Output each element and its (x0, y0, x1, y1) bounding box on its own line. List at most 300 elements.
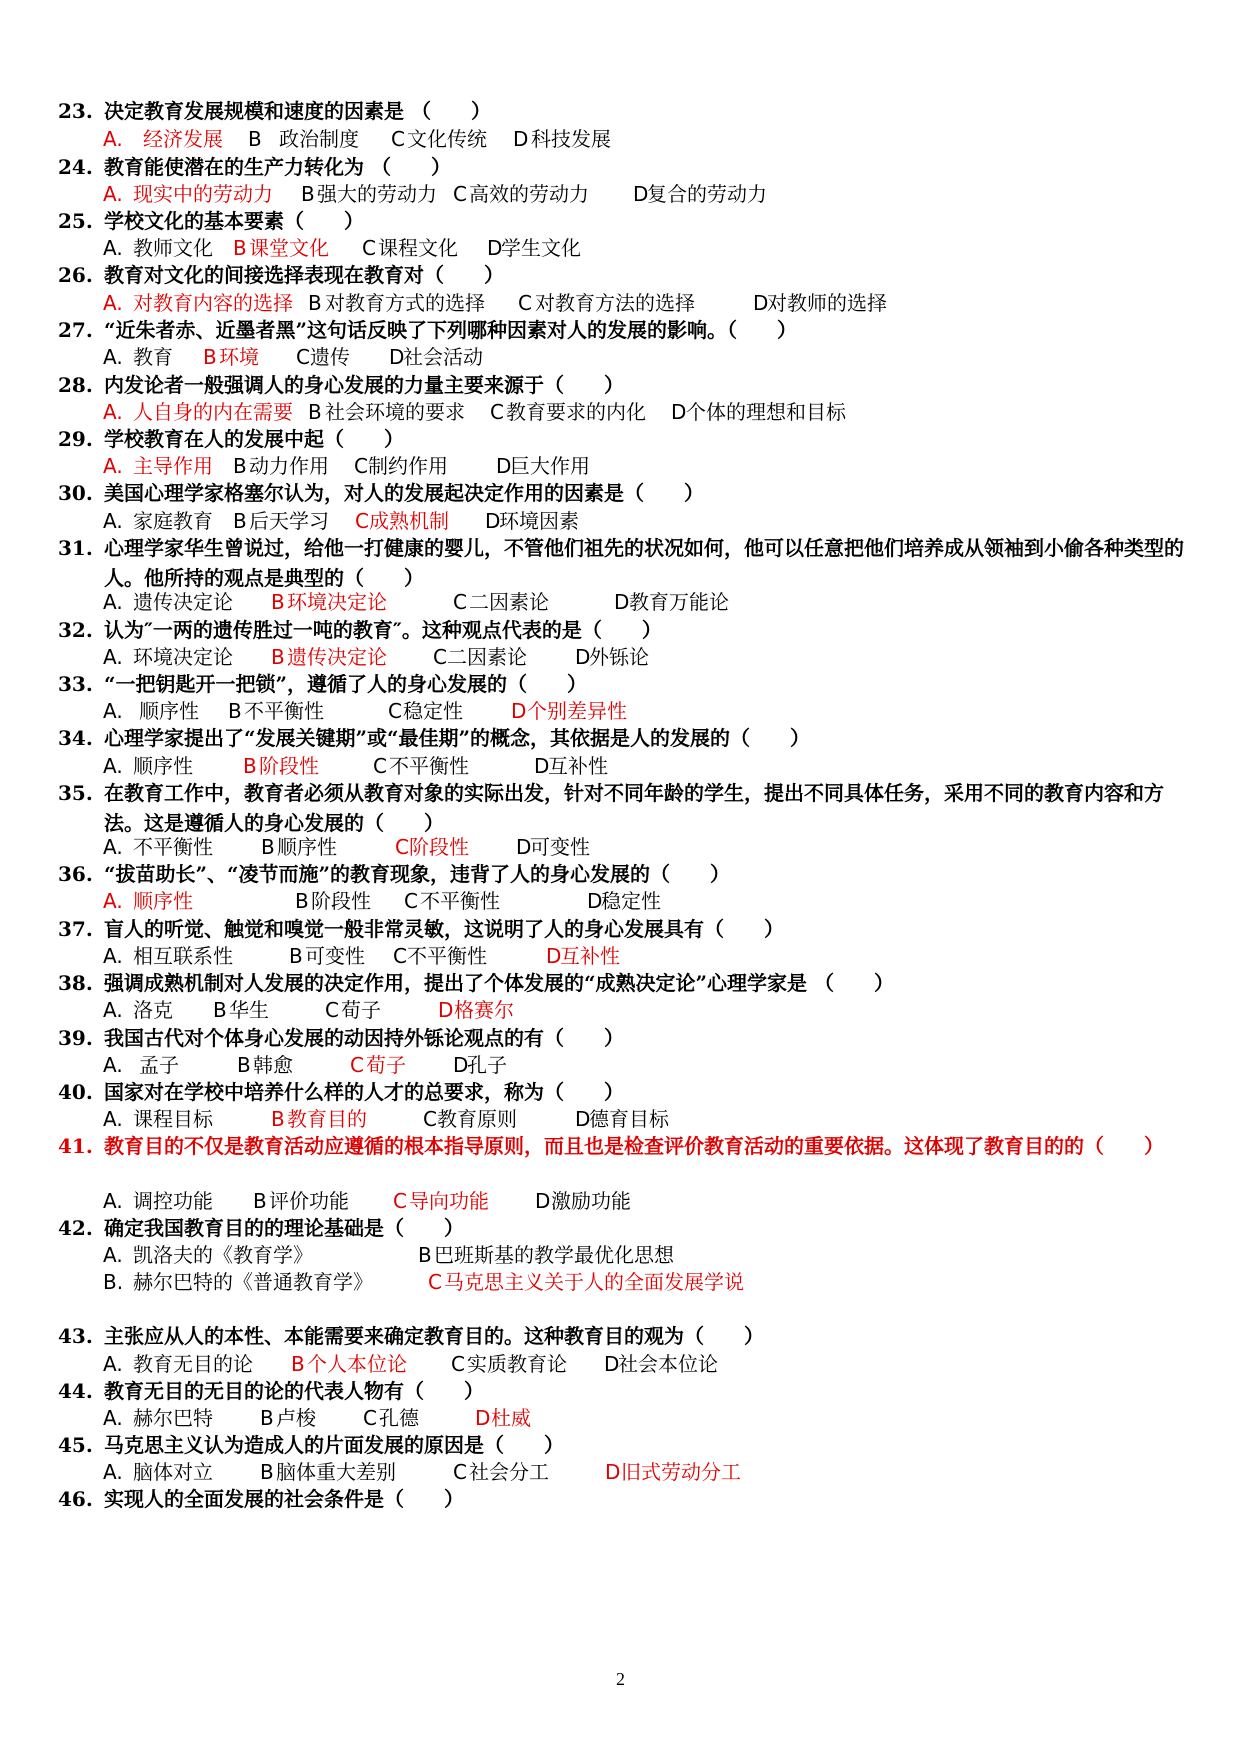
option-letter: D (513, 127, 529, 151)
option-text: 个别差异性 (527, 699, 627, 723)
option-letter: A. (103, 454, 123, 478)
question-number: 38. (58, 971, 93, 995)
option (233, 451, 329, 481)
option (453, 1457, 549, 1487)
question-text: 认为″一两的遗传胜过一吨的教育″。这种观点代表的是（ ） (104, 618, 662, 642)
option-letter: C (355, 509, 369, 533)
question-text: 心理学家提出了“发展关键期”或“最佳期”的概念，其依据是人的发展的（ ） (104, 726, 811, 750)
question-number: 31. (58, 536, 93, 560)
option-letter: C (490, 400, 504, 424)
question-text: 内发论者一般强调人的身心发展的力量主要来源于（ ） (104, 373, 624, 397)
option-text: 教育目的 (287, 1107, 367, 1131)
option-letter: C (453, 182, 467, 206)
option-letter: C (518, 291, 532, 315)
option-letter: D (587, 889, 603, 913)
option (103, 451, 213, 481)
option-letter: D (633, 182, 649, 206)
option-letter: C (388, 699, 402, 723)
option-letter: C (296, 345, 310, 369)
option (451, 1349, 567, 1379)
option (203, 342, 259, 372)
option-text: 荀子 (341, 998, 381, 1022)
option-letter: B (295, 889, 309, 913)
question-number: 25. (58, 209, 93, 233)
option-text: 孔子 (467, 1053, 507, 1077)
option (103, 233, 213, 263)
option-letter: B (243, 754, 257, 778)
option (428, 1267, 744, 1297)
option (295, 886, 371, 916)
option-text: 现实中的劳动力 (133, 182, 273, 206)
option-letter: A. (103, 590, 123, 614)
option (453, 179, 589, 209)
option-letter: D (511, 699, 527, 723)
option (511, 696, 627, 726)
option-text: 高效的劳动力 (469, 182, 589, 206)
question-number: 42. (58, 1216, 93, 1240)
option-text: 遗传决定论 (133, 590, 233, 614)
option-text: 稳定性 (601, 889, 661, 913)
option (243, 751, 319, 781)
option-letter: B (260, 1460, 274, 1484)
question-number: 34. (58, 726, 93, 750)
option-text: 课程目标 (133, 1107, 213, 1131)
question-text: 在教育工作中，教育者必须从教育对象的实际出发，针对不同年龄的学生，提出不同具体任务，采用不同的教育内容和方法。这是遵循人的身心发展的（ ） (104, 781, 1164, 835)
question-text: “拔苗助长”、“凌节而施”的教育现象，违背了人的身心发展的（ ） (104, 862, 731, 886)
option-text: 课程文化 (378, 236, 458, 260)
question-number: 32. (58, 618, 93, 642)
option-letter: A. (103, 400, 123, 424)
option-letter: B (233, 509, 247, 533)
option-text: 实质教育论 (467, 1352, 567, 1376)
option (308, 397, 465, 427)
option (103, 995, 173, 1025)
option-text: 不平衡性 (420, 889, 500, 913)
option (362, 233, 458, 263)
option (423, 1104, 517, 1134)
option-text: 教育原则 (437, 1107, 517, 1131)
option (671, 397, 846, 427)
option-text: 对教育方法的选择 (535, 291, 695, 315)
option-text: 对教师的选择 (767, 291, 887, 315)
option-text: 激励功能 (551, 1189, 631, 1213)
option-letter: D (575, 645, 591, 669)
option-letter: C (433, 645, 447, 669)
question-number: 45. (58, 1433, 93, 1457)
option-letter: B (248, 127, 262, 151)
option (228, 696, 324, 726)
option-text: 凯洛夫的《教育学》 (133, 1243, 313, 1267)
question-text: 学校文化的基本要素（ ） (104, 209, 364, 233)
option (103, 941, 233, 971)
question-text: 教育目的不仅是教育活动应遵循的根本指导原则，而且也是检查评价教育活动的重要依据。这体现了教育目的的（ ） (104, 1134, 1164, 1158)
question-text: 确定我国教育目的的理论基础是（ ） (104, 1216, 464, 1240)
option (433, 642, 527, 672)
option-text: 教育万能论 (629, 590, 729, 614)
option-text: 学生文化 (501, 236, 581, 260)
option-text: 社会本位论 (618, 1352, 718, 1376)
option-letter: C (362, 236, 376, 260)
option-letter: A. (103, 754, 123, 778)
question-number: 39. (58, 1026, 93, 1050)
option-letter: A. (103, 1243, 123, 1267)
option (103, 288, 293, 318)
option-text: 遗传 (310, 345, 350, 369)
option-letter: C (363, 1406, 377, 1430)
option-letter: C (453, 590, 467, 614)
option-letter: D (389, 345, 405, 369)
option-text: 顺序性 (133, 754, 193, 778)
option (271, 587, 387, 617)
question-number: 37. (58, 917, 93, 941)
option (103, 1349, 253, 1379)
option (289, 941, 365, 971)
option-text: 社会环境的要求 (325, 400, 465, 424)
option (393, 1186, 489, 1216)
page-number: 2 (616, 1669, 625, 1689)
question-text: 强调成熟机制对人发展的决定作用，提出了个体发展的“成熟决定论”心理学家是 （ ） (104, 971, 894, 995)
option (233, 233, 329, 263)
option-text: 马克思主义关于人的全面发展学说 (444, 1270, 744, 1294)
option-text: 不平衡性 (407, 944, 487, 968)
question-number: 36. (58, 862, 93, 886)
option (296, 342, 350, 372)
option (516, 832, 590, 862)
option-letter: B. (103, 1270, 124, 1294)
option-text: 环境 (219, 345, 259, 369)
option-text: 相互联系性 (133, 944, 233, 968)
option-letter: B (271, 590, 285, 614)
option (391, 124, 487, 154)
option-letter: A. (103, 236, 123, 260)
option-letter: A. (103, 509, 123, 533)
option-letter: A. (103, 645, 123, 669)
option (308, 288, 485, 318)
question-text: “近朱者赤、近墨者黑”这句话反映了下列哪种因素对人的发展的影响。（ ） (104, 318, 798, 342)
option-text: 调控功能 (133, 1189, 213, 1213)
option (753, 288, 887, 318)
option (475, 1403, 531, 1433)
option (485, 506, 579, 536)
option-letter: A. (103, 835, 123, 859)
option (605, 1457, 741, 1487)
question-number: 33. (58, 672, 93, 696)
option (418, 1240, 674, 1270)
question-number: 35. (58, 781, 93, 805)
question-text: 我国古代对个体身心发展的动因持外铄论观点的有（ ） (104, 1026, 624, 1050)
option-text: 洛克 (133, 998, 173, 1022)
option-text: 稳定性 (403, 699, 463, 723)
option (633, 179, 767, 209)
option (103, 1457, 213, 1487)
option (389, 342, 483, 372)
option (261, 832, 337, 862)
question-text: 马克思主义认为造成人的片面发展的原因是（ ） (104, 1433, 564, 1457)
option (355, 506, 449, 536)
option-letter: B (228, 699, 242, 723)
question-text: 盲人的听觉、触觉和嗅觉一般非常灵敏，这说明了人的身心发展具有（ ） (104, 917, 784, 941)
option (103, 1050, 179, 1080)
option-letter: A. (103, 944, 123, 968)
option-letter: B (271, 645, 285, 669)
option-text: 孔德 (379, 1406, 419, 1430)
question-text: 实现人的全面发展的社会条件是（ ） (104, 1487, 464, 1511)
option-text: 赫尔巴特的《普通教育学》 (133, 1270, 373, 1294)
question-number: 26. (58, 263, 93, 287)
option (587, 886, 661, 916)
option-letter: D (453, 1053, 469, 1077)
option (395, 832, 469, 862)
option-text: 复合的劳动力 (647, 182, 767, 206)
option-text: 个人本位论 (307, 1352, 407, 1376)
option (350, 1050, 406, 1080)
option (260, 1457, 396, 1487)
option-letter: C (428, 1270, 442, 1294)
option-letter: A. (103, 291, 123, 315)
option-letter: D (753, 291, 769, 315)
question-number: 41. (58, 1134, 93, 1158)
option-letter: C (325, 998, 339, 1022)
option-text: 后天学习 (249, 509, 329, 533)
option-letter: A. (103, 1107, 123, 1131)
option-letter: A. (103, 1352, 123, 1376)
option (614, 587, 729, 617)
option-letter: A. (103, 1406, 123, 1430)
question-text: 美国心理学家格塞尔认为，对人的发展起决定作用的因素是（ ） (104, 481, 704, 505)
option-text: 孟子 (139, 1053, 179, 1077)
option-text: 脑体重大差别 (276, 1460, 396, 1484)
option (291, 1349, 407, 1379)
option-text: 不平衡性 (389, 754, 469, 778)
question-text: 教育能使潜在的生产力转化为 （ ） (104, 155, 451, 179)
option-text: 个体的理想和目标 (686, 400, 846, 424)
option (248, 124, 359, 154)
option (453, 587, 549, 617)
option-text: 动力作用 (249, 454, 329, 478)
option-letter: B (237, 1053, 251, 1077)
option-letter: C (451, 1352, 465, 1376)
option (487, 233, 581, 263)
option-letter: B (418, 1243, 432, 1267)
option (103, 1267, 373, 1297)
option-letter: D (485, 509, 501, 533)
option-letter: B (233, 236, 247, 260)
option (490, 397, 646, 427)
option-letter: B (271, 1107, 285, 1131)
option (363, 1403, 419, 1433)
option-letter: D (516, 835, 532, 859)
option-letter: D (535, 1189, 551, 1213)
option-text: 顺序性 (277, 835, 337, 859)
option-letter: B (289, 944, 303, 968)
option-text: 格赛尔 (454, 998, 514, 1022)
question-number: 40. (58, 1080, 93, 1104)
question-text: 教育无目的无目的论的代表人物有（ ） (104, 1379, 484, 1403)
option-letter: D (614, 590, 630, 614)
option (575, 1104, 669, 1134)
option (233, 506, 329, 536)
option-text: 主导作用 (133, 454, 213, 478)
option-letter: A. (103, 1460, 123, 1484)
question-number: 29. (58, 427, 93, 451)
option (496, 451, 590, 481)
option-text: 科技发展 (531, 127, 611, 151)
option-letter: A. (103, 699, 123, 723)
option-text: 二因素论 (469, 590, 549, 614)
option-text: 阶段性 (311, 889, 371, 913)
option (388, 696, 463, 726)
option (404, 886, 500, 916)
option-letter: D (534, 754, 550, 778)
option (103, 642, 233, 672)
option (301, 179, 437, 209)
question-text: 决定教育发展规模和速度的因素是 （ ） (104, 99, 491, 123)
option (271, 1104, 367, 1134)
option-text: 可变性 (530, 835, 590, 859)
option (103, 587, 233, 617)
option-text: 人自身的内在需要 (133, 400, 293, 424)
question-number: 46. (58, 1487, 93, 1511)
option (535, 1186, 631, 1216)
option-text: 经济发展 (143, 127, 223, 151)
option (103, 1240, 313, 1270)
question-text: 国家对在学校中培养什么样的人才的总要求，称为（ ） (104, 1080, 624, 1104)
option-text: 顺序性 (139, 699, 199, 723)
option-letter: C (393, 1189, 407, 1213)
option-letter: B (260, 1406, 274, 1430)
option (513, 124, 611, 154)
option-letter: B (301, 182, 315, 206)
option-text: 德育目标 (589, 1107, 669, 1131)
option-letter: D (604, 1352, 620, 1376)
option (373, 751, 469, 781)
option-letter: A. (103, 889, 123, 913)
option-text: 脑体对立 (133, 1460, 213, 1484)
option (453, 1050, 507, 1080)
option (103, 342, 173, 372)
option-text: 韩愈 (253, 1053, 293, 1077)
option-text: 阶段性 (409, 835, 469, 859)
option-letter: D (605, 1460, 621, 1484)
option (438, 995, 514, 1025)
question-number: 28. (58, 373, 93, 397)
option-letter: B (291, 1352, 305, 1376)
option-text: 文化传统 (407, 127, 487, 151)
option-letter: C (350, 1053, 364, 1077)
option-text: 卢梭 (276, 1406, 316, 1430)
question-number: 24. (58, 155, 93, 179)
option-text: 家庭教育 (133, 509, 213, 533)
question-number: 27. (58, 318, 93, 342)
option-text: 互补性 (548, 754, 608, 778)
option (103, 886, 193, 916)
option (237, 1050, 293, 1080)
option-text: 对教育方式的选择 (325, 291, 485, 315)
option-text: 社会分工 (469, 1460, 549, 1484)
question-text: 学校教育在人的发展中起（ ） (104, 427, 404, 451)
option (103, 696, 199, 726)
option-letter: D (496, 454, 512, 478)
option-text: 环境因素 (499, 509, 579, 533)
option-text: 旧式劳动分工 (621, 1460, 741, 1484)
question-text: 教育对文化的间接选择表现在教育对（ ） (104, 263, 504, 287)
option (393, 941, 487, 971)
option-letter: D (671, 400, 687, 424)
option-text: 课堂文化 (249, 236, 329, 260)
option-text: 互补性 (560, 944, 620, 968)
option-letter: C (395, 835, 409, 859)
question-text: “一把钥匙开一把锁”，遵循了人的身心发展的（ ） (104, 672, 588, 696)
option (103, 1186, 213, 1216)
option-letter: C (393, 944, 407, 968)
option-letter: C (453, 1460, 467, 1484)
option-text: 对教育内容的选择 (133, 291, 293, 315)
option-letter: A. (103, 1189, 123, 1213)
option-letter: C (404, 889, 418, 913)
option-letter: B (253, 1189, 267, 1213)
option-letter: C (373, 754, 387, 778)
option-letter: D (487, 236, 503, 260)
option-text: 制约作用 (368, 454, 448, 478)
option-text: 成熟机制 (369, 509, 449, 533)
question-number: 23. (58, 99, 93, 123)
option-text: 巴班斯基的教学最优化思想 (434, 1243, 674, 1267)
option-text: 评价功能 (269, 1189, 349, 1213)
option (103, 124, 223, 154)
option (103, 506, 213, 536)
option-text: 教育 (133, 345, 173, 369)
question-number: 30. (58, 481, 93, 505)
option-text: 杜威 (491, 1406, 531, 1430)
option-letter: D (438, 998, 454, 1022)
option (103, 832, 213, 862)
option (354, 451, 448, 481)
option (103, 397, 293, 427)
option-letter: C (354, 454, 368, 478)
question-text: 心理学家华生曾说过，给他一打健康的婴儿，不管他们祖先的状况如何，他可以任意把他们培养成从领袖到小偷各种类型的人。他所持的观点是典型的（ ） (104, 536, 1184, 590)
option-text: 强大的劳动力 (317, 182, 437, 206)
option-letter: A. (103, 182, 123, 206)
option-text: 阶段性 (259, 754, 319, 778)
option (103, 751, 193, 781)
option (103, 1104, 213, 1134)
option-letter: B (233, 454, 247, 478)
question-text: 主张应从人的本性、本能需要来确定教育目的。这种教育目的观为（ ） (104, 1324, 764, 1348)
option-letter: B (213, 998, 227, 1022)
option-text: 环境决定论 (133, 645, 233, 669)
option (253, 1186, 349, 1216)
option (604, 1349, 718, 1379)
option (103, 1403, 213, 1433)
option-letter: B (308, 291, 322, 315)
question-number: 43. (58, 1324, 93, 1348)
option-text: 顺序性 (133, 889, 193, 913)
option-text: 环境决定论 (287, 590, 387, 614)
option-letter: B (308, 400, 322, 424)
option (546, 941, 620, 971)
option-text: 外铄论 (589, 645, 649, 669)
option (271, 642, 387, 672)
option-letter: D (475, 1406, 491, 1430)
option-text: 赫尔巴特 (133, 1406, 213, 1430)
option-letter: B (203, 345, 217, 369)
option (534, 751, 608, 781)
option-text: 教师文化 (133, 236, 213, 260)
option-text: 巨大作用 (510, 454, 590, 478)
option-letter: B (261, 835, 275, 859)
option (518, 288, 695, 318)
option-text: 政治制度 (279, 127, 359, 151)
